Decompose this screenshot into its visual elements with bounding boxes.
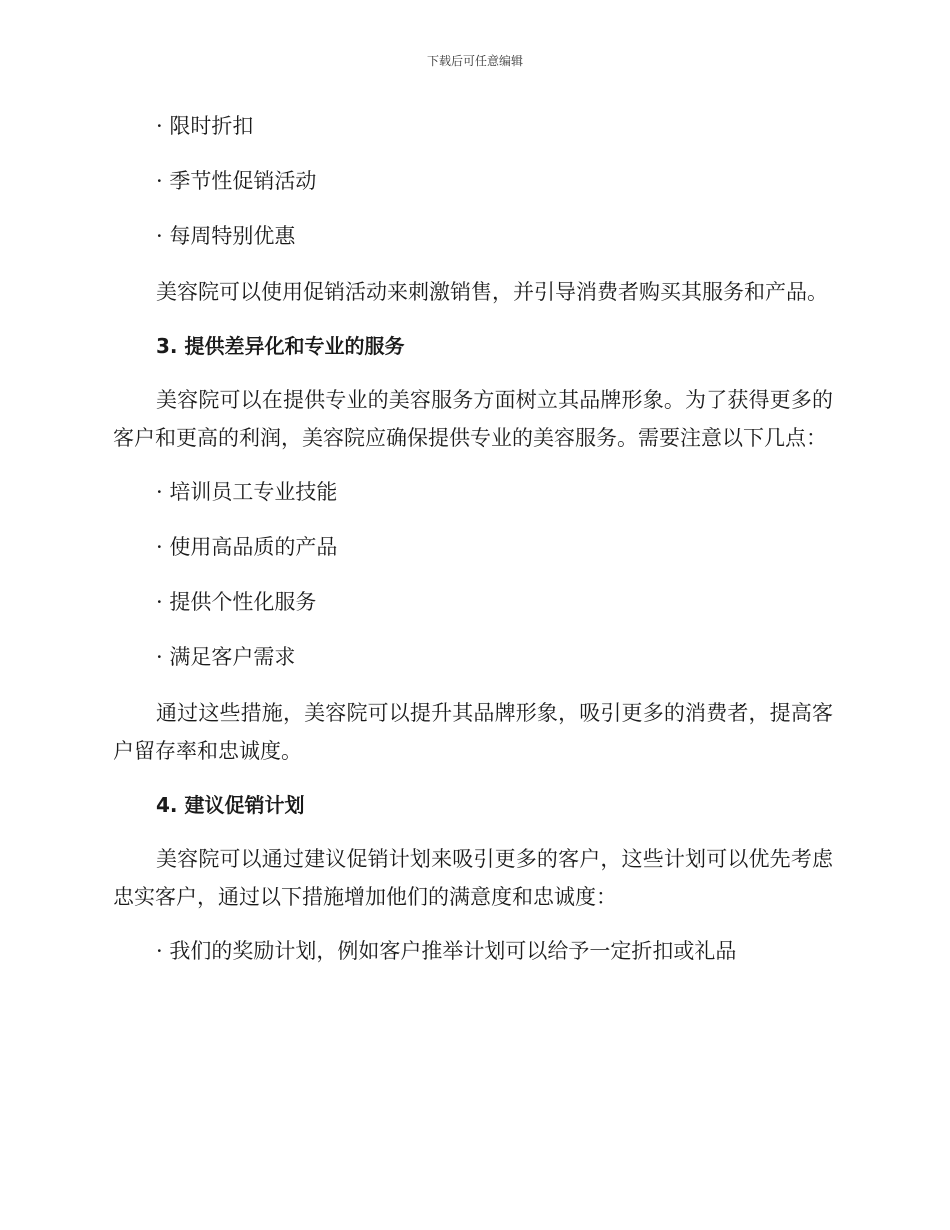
bullet-item: · 我们的奖励计划，例如客户推举计划可以给予一定折扣或礼品: [156, 939, 737, 963]
bullet-item: · 限时折扣: [156, 114, 254, 138]
section-heading: 4. 建议促销计划: [156, 793, 305, 817]
bullet-item: · 每周特别优惠: [156, 224, 296, 248]
body-paragraph: 美容院可以使用促销活动来刺激销售，并引导消费者购买其服务和产品。: [156, 280, 828, 304]
bullet-item: · 季节性促销活动: [156, 169, 317, 193]
bullet-item: · 满足客户需求: [156, 645, 296, 669]
body-paragraph: 通过这些措施，美容院可以提升其品牌形象，吸引更多的消费者，提高客户留存率和忠诚度。: [113, 701, 833, 763]
body-paragraph: 美容院可以在提供专业的美容服务方面树立其品牌形象。为了获得更多的客户和更高的利润，美容院应确保提供专业的美容服务。需要注意以下几点：: [113, 388, 833, 450]
page-header-note: 下载后可任意编辑: [426, 54, 523, 68]
section-heading: 3. 提供差异化和专业的服务: [156, 334, 405, 358]
bullet-item: · 培训员工专业技能: [156, 480, 338, 504]
bullet-item: · 提供个性化服务: [156, 590, 317, 614]
body-paragraph: 美容院可以通过建议促销计划来吸引更多的客户，这些计划可以优先考虑忠实客户，通过以下措施增加他们的满意度和忠诚度：: [113, 847, 833, 909]
page-content: [113, 108, 833, 988]
bullet-item: · 使用高品质的产品: [156, 535, 338, 559]
